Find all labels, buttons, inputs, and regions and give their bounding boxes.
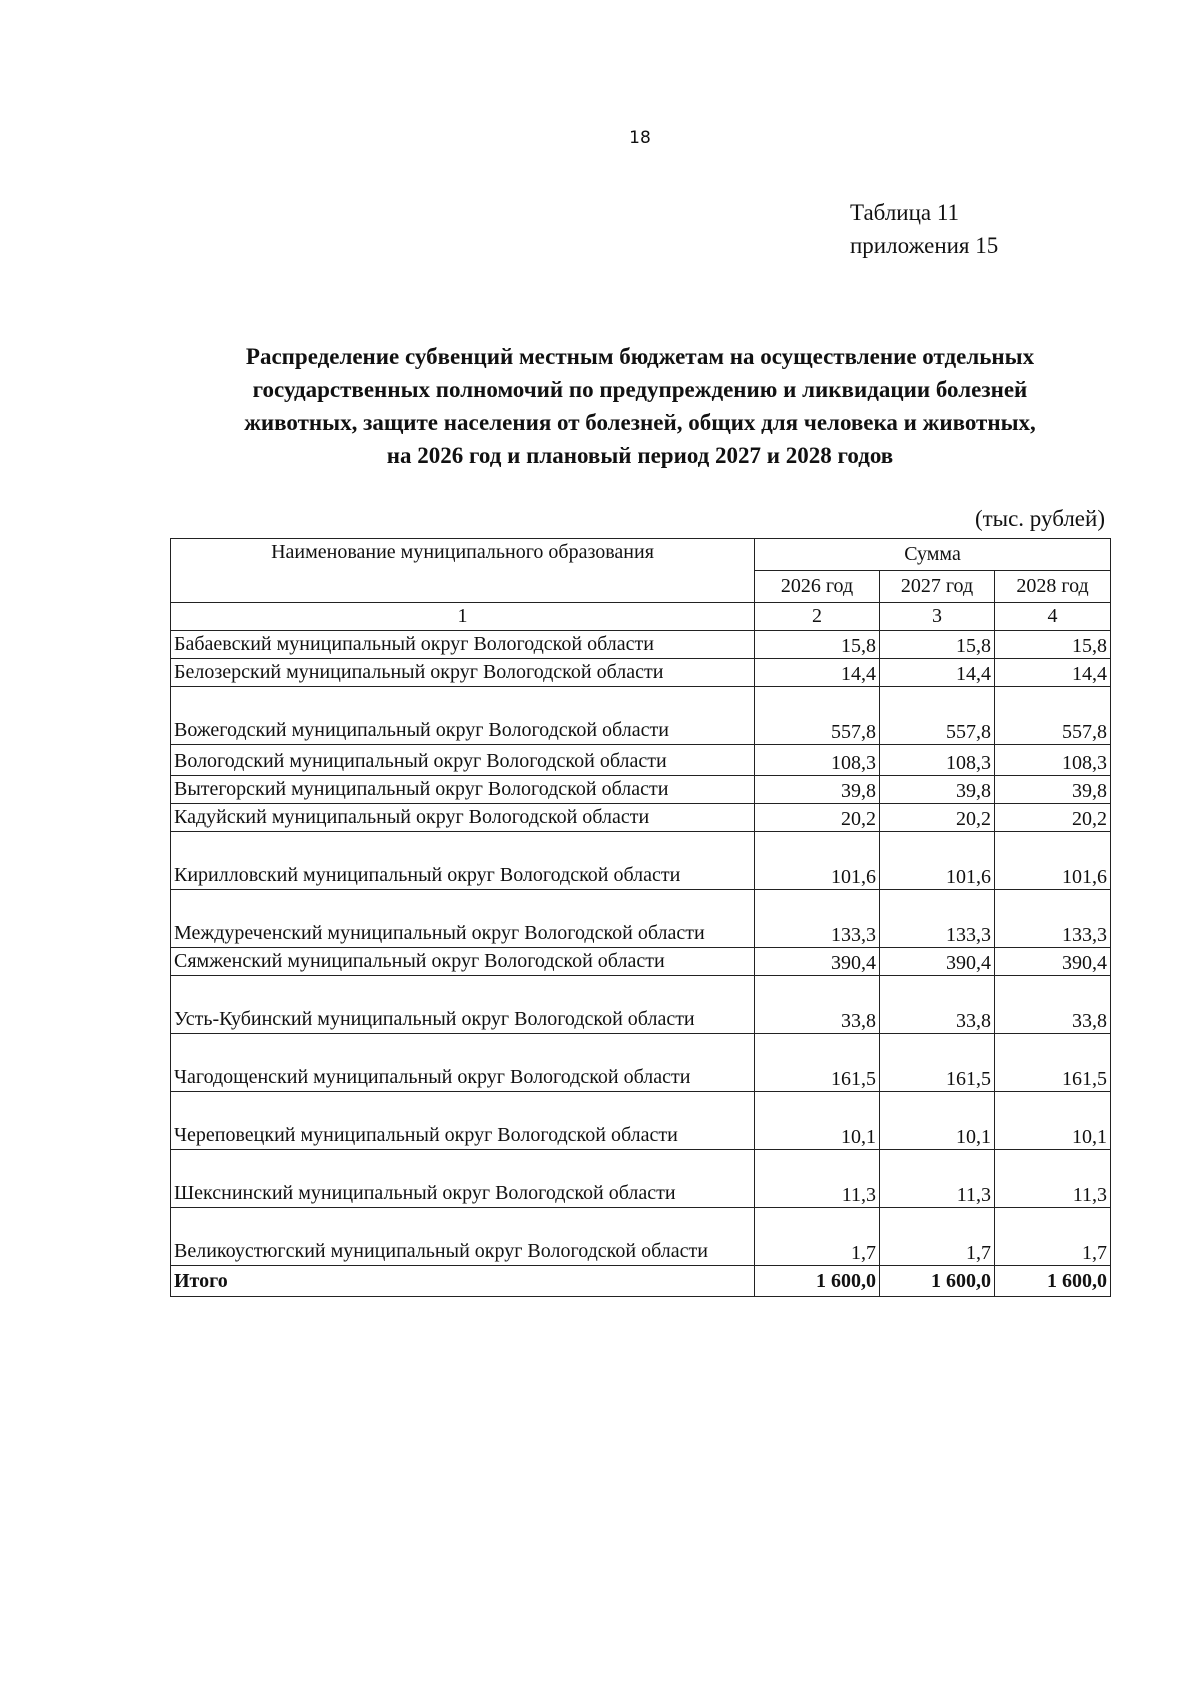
table-row: [171, 1092, 1111, 1150]
municipality-name: Вологодский муниципальный округ Вологодской области: [171, 745, 755, 776]
value-2026: 557,8: [755, 687, 880, 745]
municipality-name: Белозерский муниципальный округ Вологодской области: [171, 659, 755, 687]
value-2027: 33,8: [880, 976, 995, 1034]
value-2026: 11,3: [755, 1150, 880, 1208]
value-2026: 15,8: [755, 631, 880, 659]
title-line-3: животных, защите населения от болезней, общих для человека и животных,: [244, 410, 1036, 435]
table-row: [171, 948, 1111, 976]
table-row: [171, 890, 1111, 948]
table-row: [171, 687, 1111, 745]
table-row: [171, 1208, 1111, 1266]
value-2026: 108,3: [755, 745, 880, 776]
value-2026: 1,7: [755, 1208, 880, 1266]
table-row: [171, 1150, 1111, 1208]
value-2026: 10,1: [755, 1092, 880, 1150]
municipality-name: Чагодощенский муниципальный округ Вологодской области: [171, 1034, 755, 1092]
table-row: [171, 804, 1111, 832]
column-number-2: 2: [755, 603, 880, 631]
municipality-name: Вожегодский муниципальный округ Вологодской области: [171, 687, 755, 745]
table-reference-appendix: приложения 15: [850, 233, 999, 258]
value-2028: 10,1: [995, 1092, 1111, 1150]
table-reference: [850, 196, 998, 262]
municipality-name: Междуреченский муниципальный округ Вологодской области: [171, 890, 755, 948]
value-2027: 161,5: [880, 1034, 995, 1092]
municipality-name: Кадуйский муниципальный округ Вологодской области: [171, 804, 755, 832]
value-2027: 11,3: [880, 1150, 995, 1208]
value-2028: 133,3: [995, 890, 1111, 948]
municipality-name: Шекснинский муниципальный округ Вологодской области: [171, 1150, 755, 1208]
document-title: [160, 340, 1120, 472]
column-number-3: 3: [880, 603, 995, 631]
table-reference-number: Таблица 11: [850, 200, 960, 225]
page-number: 18: [629, 128, 651, 148]
header-sum: Сумма: [755, 539, 1111, 571]
title-line-4: на 2026 год и плановый период 2027 и 2028 годов: [386, 443, 894, 468]
value-2027: 390,4: [880, 948, 995, 976]
total-2026: 1 600,0: [755, 1266, 880, 1297]
municipality-name: Череповецкий муниципальный округ Вологодской области: [171, 1092, 755, 1150]
value-2028: 33,8: [995, 976, 1111, 1034]
table-row: [171, 832, 1111, 890]
value-2027: 108,3: [880, 745, 995, 776]
value-2026: 20,2: [755, 804, 880, 832]
value-2026: 14,4: [755, 659, 880, 687]
units-label: (тыс. рублей): [974, 506, 1105, 531]
value-2026: 133,3: [755, 890, 880, 948]
municipality-name: Усть-Кубинский муниципальный округ Вологодской области: [171, 976, 755, 1034]
column-number-4: 4: [995, 603, 1111, 631]
value-2026: 390,4: [755, 948, 880, 976]
table-row: [171, 976, 1111, 1034]
value-2028: 557,8: [995, 687, 1111, 745]
value-2026: 101,6: [755, 832, 880, 890]
header-municipality-name: Наименование муниципального образования: [171, 539, 755, 603]
value-2026: 33,8: [755, 976, 880, 1034]
municipality-name: Вытегорский муниципальный округ Вологодской области: [171, 776, 755, 804]
value-2028: 14,4: [995, 659, 1111, 687]
header-year-2026: 2026 год: [755, 571, 880, 603]
table-row: [171, 776, 1111, 804]
value-2028: 11,3: [995, 1150, 1111, 1208]
value-2028: 20,2: [995, 804, 1111, 832]
header-year-2027: 2027 год: [880, 571, 995, 603]
municipality-name: Бабаевский муниципальный округ Вологодской области: [171, 631, 755, 659]
value-2027: 20,2: [880, 804, 995, 832]
value-2027: 101,6: [880, 832, 995, 890]
value-2028: 161,5: [995, 1034, 1111, 1092]
table-row: [171, 631, 1111, 659]
header-year-2028: 2028 год: [995, 571, 1111, 603]
value-2028: 1,7: [995, 1208, 1111, 1266]
value-2027: 39,8: [880, 776, 995, 804]
value-2027: 15,8: [880, 631, 995, 659]
value-2028: 15,8: [995, 631, 1111, 659]
municipality-name: Сямженский муниципальный округ Вологодской области: [171, 948, 755, 976]
title-line-1: Распределение субвенций местным бюджетам на осуществление отдельных: [245, 344, 1035, 369]
municipality-name: Великоустюгский муниципальный округ Вологодской области: [171, 1208, 755, 1266]
value-2027: 10,1: [880, 1092, 995, 1150]
table-row: [171, 659, 1111, 687]
value-2026: 39,8: [755, 776, 880, 804]
value-2028: 390,4: [995, 948, 1111, 976]
value-2027: 14,4: [880, 659, 995, 687]
value-2028: 101,6: [995, 832, 1111, 890]
value-2027: 557,8: [880, 687, 995, 745]
total-label: Итого: [171, 1266, 755, 1297]
title-line-2: государственных полномочий по предупреждению и ликвидации болезней: [252, 377, 1028, 402]
value-2027: 1,7: [880, 1208, 995, 1266]
value-2028: 108,3: [995, 745, 1111, 776]
total-2027: 1 600,0: [880, 1266, 995, 1297]
table-row: [171, 745, 1111, 776]
subvention-table: [170, 538, 1111, 1297]
total-row: [171, 1266, 1111, 1297]
table-body: [171, 631, 1111, 1266]
value-2028: 39,8: [995, 776, 1111, 804]
value-2027: 133,3: [880, 890, 995, 948]
table-row: [171, 1034, 1111, 1092]
column-number-1: 1: [171, 603, 755, 631]
value-2026: 161,5: [755, 1034, 880, 1092]
total-2028: 1 600,0: [995, 1266, 1111, 1297]
municipality-name: Кирилловский муниципальный округ Вологодской области: [171, 832, 755, 890]
